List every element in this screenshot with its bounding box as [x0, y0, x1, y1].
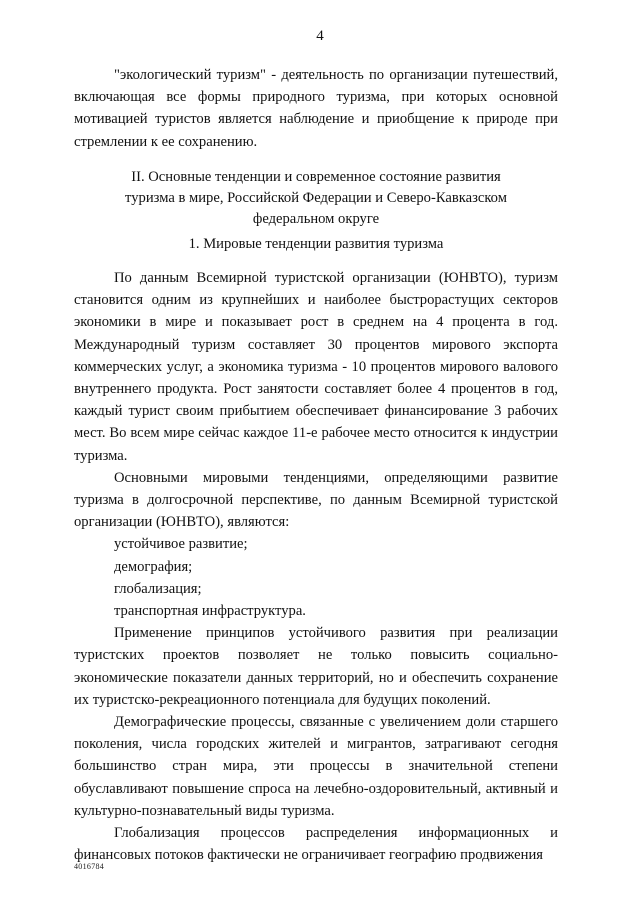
subsection-heading-block: [74, 234, 558, 255]
list-item: транспортная инфраструктура.: [114, 603, 306, 620]
subsection-heading: 1. Мировые тенденции развития туризма: [188, 236, 444, 252]
section-heading-line-2: туризма в мире, Российской Федерации и Северо-Кавказском: [125, 190, 507, 206]
paragraph-globalization: Глобализация процессов распределения информационных и финансовых потоков фактически не ограничивает географию продвижения: [74, 825, 558, 864]
definition-paragraph: "экологический туризм" - деятельность по организации путешествий, включающая все формы природного туризма, при которых основной мотивацией туристов является наблюдение и приобщение к природе при стремлении к ее сохранению.: [74, 67, 558, 150]
paragraph-tourism-statistics: По данным Всемирной туристской организации (ЮНВТО), туризм становится одним из крупнейших и наиболее быстрорастущих секторов экономики в мире и показывает рост в среднем на 4 процента в год. Международный туризм составляет 30 процентов мирового экспорта коммерческих услуг, а экономика туризма - 10 процентов мирового валового внутреннего продукта. Рост занятости составляет более 4 процентов в год, каждый турист своим прибытием обеспечивает финансирование 3 рабочих мест. Во всем мире сейчас каждое 11-е рабочее место относится к индустрии туризма.: [74, 270, 558, 464]
list-item: глобализация;: [114, 580, 202, 597]
definition-block: [74, 64, 558, 153]
paragraph-main-trends: Основными мировыми тенденциями, определяющими развитие туризма в долгосрочной перспективе, по данным Всемирной туристской организации (ЮНВТО), являются:: [74, 469, 558, 531]
main-text: [74, 267, 558, 866]
section-heading-line-1: II. Основные тенденции и современное состояние развития: [131, 169, 501, 185]
document-code: 4016784: [74, 862, 105, 871]
section-heading: [74, 167, 558, 230]
list-item: устойчивое развитие;: [114, 536, 248, 553]
section-heading-line-3: федеральном округе: [252, 211, 380, 227]
paragraph-demographics: Демографические процессы, связанные с увеличением доли старшего поколения, числа городских жителей и мигрантов, затрагивают сегодня большинство стран мира, эти процессы в значительной степени обуславливают повышение спроса на лечебно-оздоровительный, активный и культурно-познавательный виды туризма.: [74, 714, 558, 819]
list-item: демография;: [114, 558, 193, 575]
paragraph-sustainable-development: Применение принципов устойчивого развития при реализации туристских проектов позволяет не только повысить социально-экономические показатели данных территорий, но и обеспечить сохранение их туристско-рекреационного потенциала для будущих поколений.: [74, 625, 558, 708]
page-number: 4: [316, 28, 324, 44]
